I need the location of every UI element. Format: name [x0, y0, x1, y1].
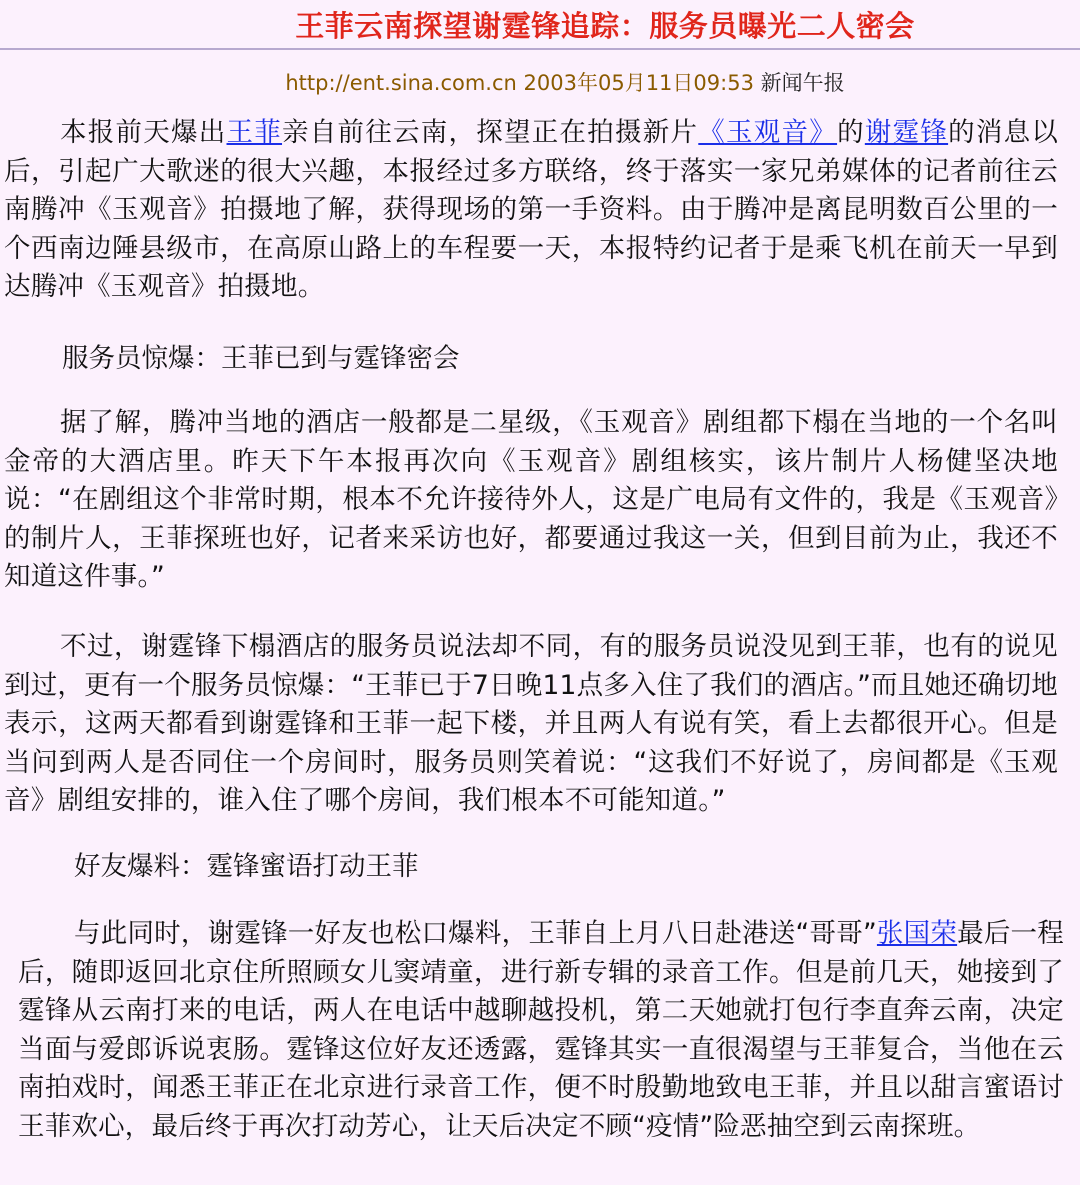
p1-text-3: 的: [837, 117, 865, 148]
subheading-2: 好友爆料：霆锋蜜语打动王菲: [74, 851, 419, 882]
paragraph-4: [18, 915, 1064, 1147]
article-meta: [0, 68, 1080, 98]
headline-text: 王菲云南探望谢霆锋追踪：服务员曝光二人密会: [295, 9, 915, 43]
article-headline: [0, 6, 1080, 50]
link-wang-fei[interactable]: 王菲: [226, 117, 283, 148]
p4-text-2: 最后一程后，随即返回北京住所照顾女儿窦靖童，进行新专辑的录音工作。但是前几天，她接到了霆锋从云南打来的电话，两人在电话中越聊越投机，第二天她就打包行李直奔云南，决定当面与爱郎诉说衷肠。霆锋这位好友还透露，霆锋其实一直很渴望与王菲复合，当他在云南拍戏时，闻悉王菲正在北京进行录音工作，便不时殷勤地致电王菲，并且以甜言蜜语讨王菲欢心，最后终于再次打动芳心，让天后决定不顾“疫情”险恶抽空到云南探班。: [18, 918, 1064, 1142]
source-url: http://ent.sina.com.cn: [285, 71, 517, 95]
link-zhang-guorong[interactable]: 张国荣: [876, 918, 958, 949]
paragraph-1: [4, 114, 1058, 307]
paragraph-3: 不过，谢霆锋下榻酒店的服务员说法却不同，有的服务员说没见到王菲，也有的说见到过，更有一个服务员惊爆：“王菲已于7日晚11点多入住了我们的酒店。”而且她还确切地表示，这两天都看到谢霆锋和王菲一起下楼，并且两人有说有笑，看上去都很开心。但是当问到两人是否同住一个房间时，服务员则笑着说：“这我们不好说了，房间都是《玉观音》剧组安排的，谁入住了哪个房间，我们根本不可能知道。”: [4, 631, 1058, 817]
p1-text-2: 亲自前往云南，探望正在拍摄新片: [282, 117, 699, 148]
p4-text-1: 与此同时，谢霆锋一好友也松口爆料，王菲自上月八日赴港送“哥哥”: [74, 918, 877, 949]
subheading-1: 服务员惊爆：王菲已到与霆锋密会: [62, 343, 460, 374]
link-xie-tingfeng[interactable]: 谢霆锋: [864, 117, 949, 148]
newspaper-name: 新闻午报: [760, 71, 845, 95]
p1-text-4: 的消息以后，引起广大歌迷的很大兴趣，本报经过多方联络，终于落实一家兄弟媒体的记者前往云南腾冲《玉观音》拍摄地了解，获得现场的第一手资料。由于腾冲是离昆明数百公里的一个西南边陲县级市，在高原山路上的车程要一天，本报特约记者于是乘飞机在前天一早到达腾冲《玉观音》拍摄地。: [4, 117, 1059, 303]
link-yu-guan-yin[interactable]: 《玉观音》: [698, 117, 838, 148]
paragraph-2: 据了解，腾冲当地的酒店一般都是二星级，《玉观音》剧组都下榻在当地的一个名叫金帝的大酒店里。昨天下午本报再次向《玉观音》剧组核实，该片制片人杨健坚决地说：“在剧组这个非常时期，根本不允许接待外人，这是广电局有文件的，我是《玉观音》的制片人，王菲探班也好，记者来采访也好，都要通过我这一关，但到目前为止，我还不知道这件事。”: [4, 407, 1058, 593]
publish-datetime: 2003年05月11日09:53: [523, 71, 754, 95]
p1-text-1: 本报前天爆出: [60, 117, 227, 148]
